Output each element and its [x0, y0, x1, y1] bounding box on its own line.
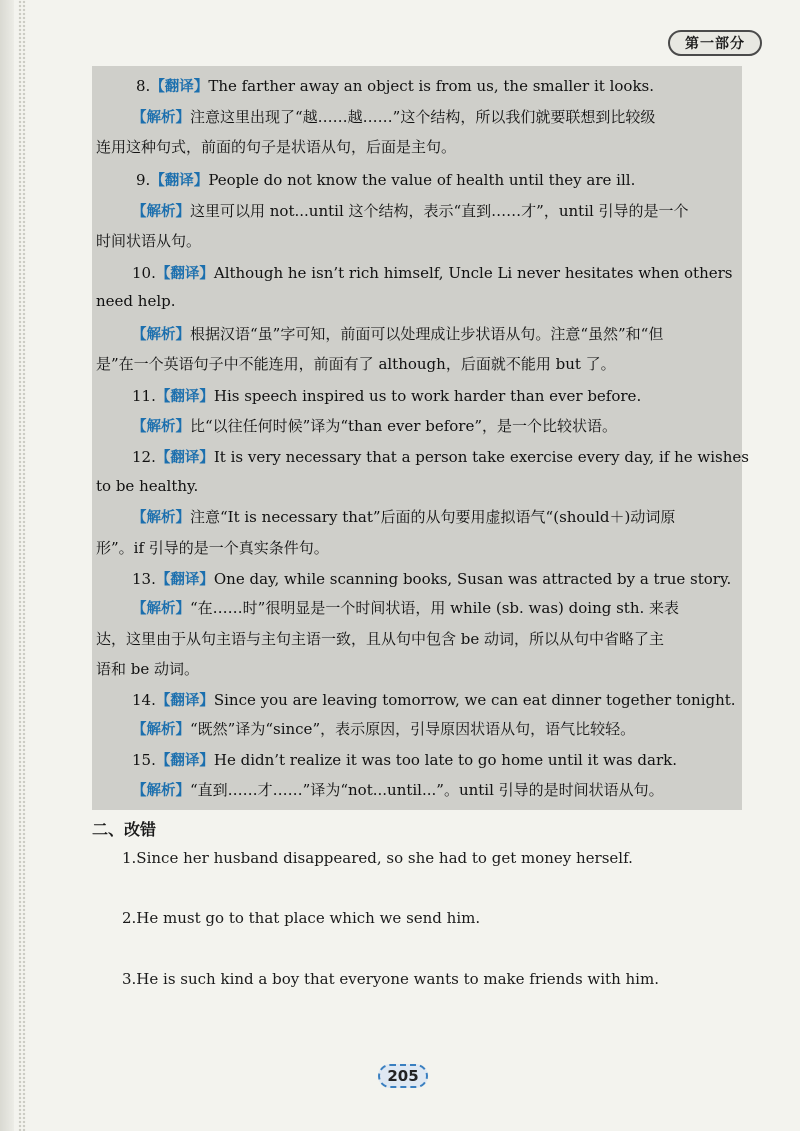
item-11-translation — [132, 386, 641, 407]
item-8-analysis — [132, 107, 655, 128]
section-tab: 第一部分 — [668, 30, 762, 56]
translation-tag: 【翻译】 — [155, 693, 214, 709]
analysis-text: 是”在一个英语句子中不能连用，前面有了 although，后面就不能用 but 了。 — [96, 355, 616, 373]
item-14-analysis — [132, 719, 635, 740]
analysis-text: 语和 be 动词。 — [96, 660, 200, 678]
analysis-text: 这里可以用 not...until 这个结构，表示“直到……才”，until 引导的是一个 — [190, 202, 689, 220]
translation-text: It is very necessary that a person take exercise every day, if he wishes — [213, 448, 749, 466]
item-10-analysis — [132, 324, 663, 345]
translation-tag: 【翻译】 — [155, 266, 214, 282]
item-12-translation — [132, 447, 749, 468]
item-number: 14. — [132, 691, 156, 709]
translation-tag: 【翻译】 — [155, 450, 214, 466]
translation-tag: 【翻译】 — [155, 753, 214, 769]
translation-text: One day, while scanning books, Susan was attracted by a true story. — [213, 570, 732, 588]
analysis-tag: 【解析】 — [132, 419, 190, 435]
analysis-text: 时间状语从句。 — [96, 232, 202, 250]
item-9-translation — [136, 170, 635, 191]
translation-text: His speech inspired us to work harder than ever before. — [213, 387, 642, 405]
translation-text: need help. — [96, 292, 176, 310]
translation-text: to be healthy. — [96, 477, 199, 495]
analysis-text: “既然”译为“since”，表示原因，引导原因状语从句，语气比较轻。 — [190, 720, 636, 738]
translation-text: The farther away an object is from us, the smaller it looks. — [208, 77, 655, 95]
item-13-analysis — [132, 598, 679, 619]
translation-text: Since you are leaving tomorrow, we can eat dinner together tonight. — [213, 691, 736, 709]
section-heading: 二、改错 — [92, 820, 157, 839]
translation-text: People do not know the value of health until they are ill. — [208, 171, 636, 189]
analysis-tag: 【解析】 — [132, 327, 190, 343]
item-11-analysis — [132, 416, 617, 437]
analysis-text: 形”。if 引导的是一个真实条件句。 — [96, 539, 329, 557]
item-number: 9. — [136, 171, 151, 189]
item-12-analysis — [132, 507, 675, 528]
item-number: 13. — [132, 570, 156, 588]
question-1: 1.Since her husband disappeared, so she had to get money herself. — [122, 849, 633, 867]
item-14-translation — [132, 690, 736, 711]
page-edge — [0, 0, 14, 1131]
item-number: 15. — [132, 751, 156, 769]
analysis-text: 达，这里由于从句主语与主句主语一致，且从句中包含 be 动词，所以从句中省略了主 — [96, 630, 665, 648]
item-15-translation — [132, 750, 677, 771]
question-3: 3.He is such kind a boy that everyone wants to make friends with him. — [122, 970, 659, 988]
item-9-analysis — [132, 201, 689, 222]
item-15-analysis — [132, 780, 664, 801]
analysis-tag: 【解析】 — [132, 204, 190, 220]
analysis-text: “在……时”很明显是一个时间状语，用 while (sb. was) doing sth. 来表 — [190, 599, 680, 617]
analysis-tag: 【解析】 — [132, 110, 190, 126]
translation-tag: 【翻译】 — [150, 173, 209, 189]
item-number: 8. — [136, 77, 151, 95]
item-8-translation — [136, 76, 654, 97]
analysis-tag: 【解析】 — [132, 601, 190, 617]
item-13-translation — [132, 569, 731, 590]
analysis-text: 注意“It is necessary that”后面的从句要用虚拟语气“(should＋)动词原 — [190, 508, 676, 526]
item-10-translation — [132, 263, 732, 284]
item-number: 10. — [132, 264, 156, 282]
analysis-tag: 【解析】 — [132, 510, 190, 526]
page-number: 205 — [378, 1064, 428, 1088]
analysis-text: “直到……才……”译为“not...until...”。until 引导的是时间状语从句。 — [190, 781, 664, 799]
analysis-text: 比“以往任何时候”译为“than ever before”，是一个比较状语。 — [190, 417, 618, 435]
translation-tag: 【翻译】 — [155, 389, 214, 405]
item-number: 12. — [132, 448, 156, 466]
binding-dots — [18, 0, 26, 1131]
translation-text: He didn’t realize it was too late to go home until it was dark. — [213, 751, 677, 769]
analysis-tag: 【解析】 — [132, 722, 190, 738]
analysis-text: 连用这种句式，前面的句子是状语从句，后面是主句。 — [96, 138, 457, 156]
analysis-text: 根据汉语“虽”字可知，前面可以处理成让步状语从句。注意“虽然”和“但 — [190, 325, 664, 343]
translation-tag: 【翻译】 — [155, 572, 214, 588]
question-2: 2.He must go to that place which we send him. — [122, 909, 481, 927]
translation-text: Although he isn’t rich himself, Uncle Li never hesitates when others — [213, 264, 733, 282]
translation-tag: 【翻译】 — [150, 79, 209, 95]
analysis-tag: 【解析】 — [132, 783, 190, 799]
item-number: 11. — [132, 387, 156, 405]
analysis-text: 注意这里出现了“越……越……”这个结构，所以我们就要联想到比较级 — [190, 108, 656, 126]
